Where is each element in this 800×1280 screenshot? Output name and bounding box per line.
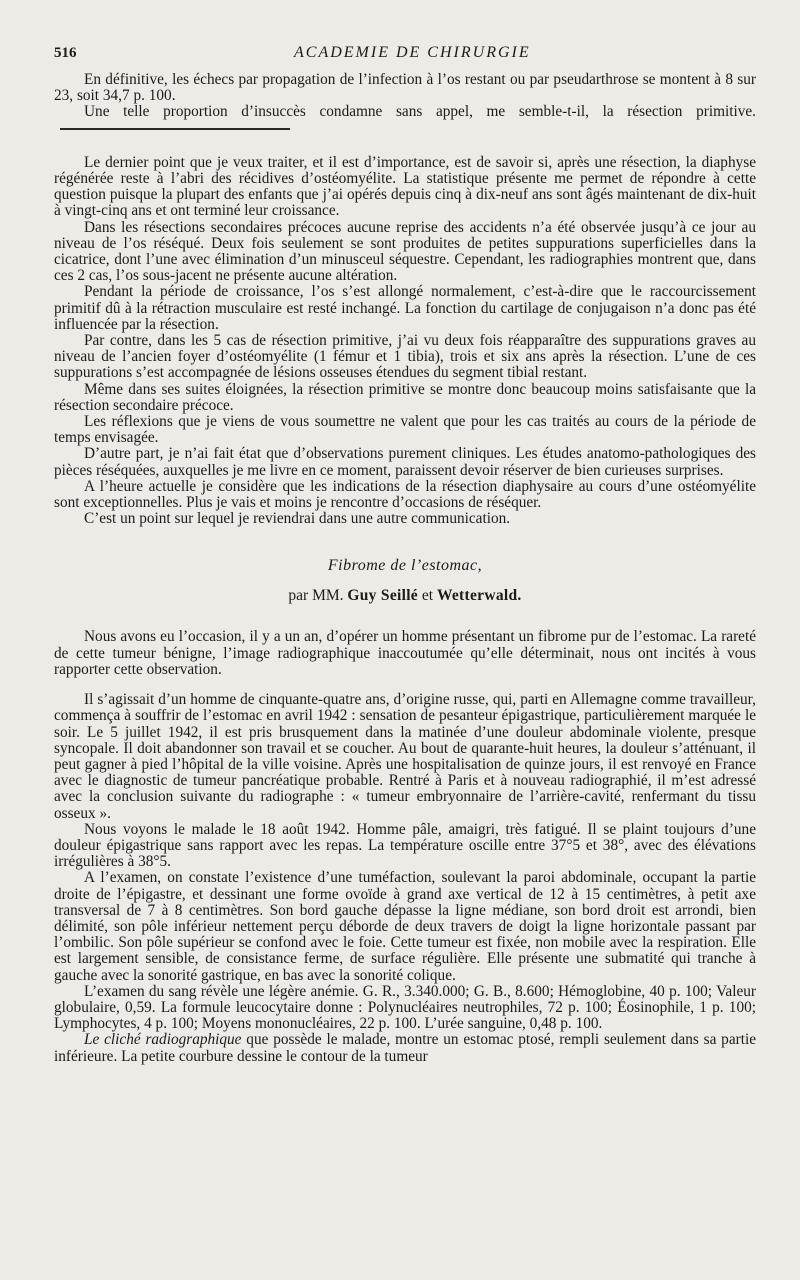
spacer xyxy=(54,678,756,692)
paragraph: Même dans ses suites éloignées, la résection primitive se montre donc beaucoup moins satisfaisante que la résection secondaire précoce. xyxy=(54,380,756,414)
separator-rule xyxy=(60,128,290,130)
paragraph xyxy=(54,1032,756,1064)
page-header xyxy=(54,44,756,68)
paragraph: A l’examen, on constate l’existence d’une tuméfaction, soulevant la paroi abdominale, occupant la partie droite de l’épigastre, et dessinant une forme ovoïde à grand axe vertical de 12 à 15 centimètres, à petit axe transversal de 7 à 8 centimètres. Son bord gauche dépasse la ligne médiane, son bord droit est arrondi, bien délimité, son pôle inférieur nettement perçu déborde de deux travers de doigt la ligne horizontale passant par l’ombilic. Son pôle supérieur se confond avec le foie. Cette tumeur est fixée, non mobile avec la respiration. Elle est largement sensible, de consistance ferme, de surface régulière. Elle présente une submatité qui tranche à gauche avec la sonorité gastrique, en bas avec la sonorité colique. xyxy=(54,869,756,984)
running-head: ACADEMIE DE CHIRURGIE xyxy=(294,44,531,61)
article-body xyxy=(54,72,756,1065)
paragraph: Dans les résections secondaires précoces aucune reprise des accidents n’a été observée jusqu’à ce jour au niveau de l’os réséqué. Deux fois seulement se sont produites de petites suppurations superficielles dans la cicatrice, dont l’une avec élimination d’un minusceul séquestre. Cependant, les radiographies montrent que, dans ces 2 cas, l’os sous-jacent ne présente aucune altération. xyxy=(54,218,756,285)
spacer xyxy=(54,137,756,155)
paragraph xyxy=(54,104,756,136)
article-authors xyxy=(54,587,756,605)
paragraph: Le dernier point que je veux traiter, et il est d’importance, est de savoir si, après une résection, la diaphyse régénérée reste à l’abri des récidives d’ostéomyélite. La statistique présente me permet de répondre à cette question puisque la plupart des enfants que j’ai opérés depuis cinq à dix-neuf ans sont âgés maintenant de dix-huit à vingt-cinq ans et ont terminé leur croissance. xyxy=(54,153,756,220)
paragraph: Nous voyons le malade le 18 août 1942. Homme pâle, amaigri, très fatigué. Il se plaint toujours d’une douleur épigastrique sans rapport avec les repas. La température oscille entre 37°5 et 38°, avec des élévations irrégulières à 38°5. xyxy=(54,820,756,871)
paragraph: Il s’agissait d’un homme de cinquante-quatre ans, d’origine russe, qui, parti en Allemagne comme travailleur, commença à souffrir de l’estomac en avril 1942 : sensation de pesanteur épigastrique, particulièrement marquée le soir. Le 5 juillet 1942, il est pris brusquement dans la matinée d’une douleur abdominale violente, presque syncopale. Il doit abandonner son travail et se coucher. Au bout de quarante-huit heures, la douleur s’atténuant, il peut gagner à pied l’hôpital de la ville voisine. Après une hospitalisation de quinze jours, il est renvoyé en France avec le diagnostic de tumeur pancréatique probable. Rentré à Paris et à nouveau radiographié, il m’est adressé avec la conclusion suivante du radiographe : « tumeur embryonnaire de l’arrière-cavité, renfermant du tissu osseux ». xyxy=(54,691,756,822)
paragraph-text: Une telle proportion d’insuccès condamne sans appel, me semble-t-il, la résection primitive. xyxy=(84,103,756,121)
paragraph: D’autre part, je n’ai fait état que d’observations purement cliniques. Les études anatomo-pathologiques des pièces réséquées, auxquelles je me livre en ce moment, paraissent devoir réserver de bien curieuses surprises. xyxy=(54,445,756,479)
italic-phrase: Le cliché radiographique xyxy=(84,1031,242,1049)
paragraph: L’examen du sang révèle une légère anémie. G. R., 3.340.000; G. B., 8.600; Hémoglobine, 40 p. 100; Valeur globulaire, 0,59. La formule leucocytaire donne : Polynucléaires neutrophiles, 72 p. 100; Éosinophile, 1 p. 100; Lymphocytes, 4 p. 100; Moyens mononucléaires, 22 p. 100. L’urée sanguine, 0,48 p. 100. xyxy=(54,982,756,1033)
paragraph: Pendant la période de croissance, l’os s’est allongé normalement, c’est-à-dire que le raccourcissement primitif dû à la rétraction musculaire est resté inchangé. La fonction du cartilage de conjugaison n’a donc pas été influencée par la résection. xyxy=(54,283,756,333)
paragraph: Par contre, dans les 5 cas de résection primitive, j’ai vu deux fois réapparaître des suppurations graves au niveau de l’ancien foyer d’ostéomyélite (1 fémur et 1 tibia), trois et six ans après la résection. L’une de ces suppurations s’est accompagnée de lésions osseuses étendues du segment tibial restant. xyxy=(54,332,756,382)
paragraph: A l’heure actuelle je considère que les indications de la résection diaphysaire au cours d’une ostéomyélite sont exceptionnelles. Plus je vais et moins je rencontre d’occasions de réséquer. xyxy=(54,477,756,512)
paragraph: C’est un point sur lequel je reviendrai dans une autre communication. xyxy=(84,510,511,528)
authors-conjunction: et xyxy=(421,587,434,605)
page-number: 516 xyxy=(54,45,77,61)
authors-prefix: par MM. xyxy=(288,587,344,605)
article-title: Fibrome de l’estomac, xyxy=(327,557,483,575)
paragraph: Les réflexions que je viens de vous soumettre ne valent que pour les cas traités au cours de la période de temps envisagée. xyxy=(54,413,756,447)
paragraph-text: que possède le malade, montre un estomac ptosé, rempli seulement dans sa partie inférieure. La petite courbure dessine le contour de la tumeur xyxy=(54,1031,757,1065)
paragraph: En définitive, les échecs par propagation de l’infection à l’os restant ou par pseudarthrose se montent à 8 sur 23, soit 34,7 p. 100. xyxy=(54,71,756,105)
author-name: Wetterwald. xyxy=(436,587,522,605)
paragraph: Nous avons eu l’occasion, il y a un an, d’opérer un homme présentant un fibrome pur de l’estomac. La rareté de cette tumeur bénigne, l’image radiographique inaccoutumée qu’elle déterminait, nous ont incités à vous rapporter cette observation. xyxy=(54,628,756,678)
author-name: Guy Seillé xyxy=(347,587,418,605)
